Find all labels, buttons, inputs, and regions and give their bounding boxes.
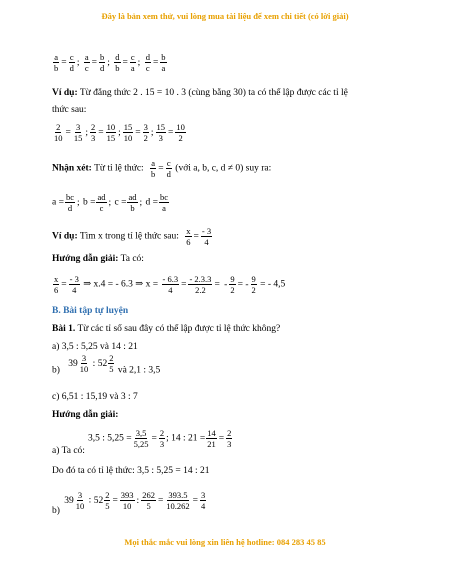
guide2-a-label: a) Ta có: — [52, 446, 85, 456]
remark-results: a = $\frac{bc}{d}$ ; b = $\frac{ad}{c}$ ; c = $\frac{ad}{b}$ ; d = $\frac{bc}{a}$ — [52, 192, 169, 213]
example-label: Ví dụ: — [52, 88, 78, 98]
fraction: $\frac{b}{d}$ — [100, 52, 105, 73]
guide2-b-expression: b) 39 $\frac{3}{10}$ : 52 $\frac{2}{5}$ = $\frac{393}{10}$ : $\frac{262}{5}$ = $\frac{393.5}{10.262}$ = $\frac{3}{4}$ — [52, 490, 206, 516]
fraction: $\frac{c}{a}$ — [130, 52, 135, 73]
fraction: $\frac{a}{b}$ — [54, 52, 59, 73]
section-b-heading: B. Bài tập tự luyện — [52, 306, 129, 316]
remark-line: Nhận xét: Từ tỉ lệ thức: $\frac{a}{b}$ = $\frac{c}{d}$ (với a, b, c, d ≠ 0) suy ra: — [52, 158, 272, 179]
footer-banner: Mọi thắc mắc vui lòng xin liên hệ hotline: 084 283 45 85 — [124, 537, 326, 547]
guide2-heading: Hướng dẫn giải: — [52, 410, 119, 420]
example1-line2: thức sau: — [52, 105, 87, 115]
proportion-properties: $\frac{a}{b}$ = $\frac{c}{d}$ ; $\frac{a}{c}$ = $\frac{b}{d}$ ; $\frac{d}{b}$ = $\frac{c}{a}$ ; $\frac{d}{c}$ = $\frac{b}{a}$ — [54, 52, 166, 73]
fraction: $\frac{c}{d}$ — [69, 52, 74, 73]
fraction: $\frac{d}{b}$ — [115, 52, 120, 73]
example-label: Ví dụ: — [52, 231, 78, 242]
bai1-item-c: c) 6,51 : 15,19 và 3 : 7 — [52, 392, 138, 402]
guide1-solution: $\frac{x}{6}$ = $\frac{- 3}{4}$ ⇒ x.4 = - 6.3 ⇒ x = $\frac{- 6.3}{4}$ = $\frac{- 2.3.3}{2.2}$ = - $\frac{9}{2}$ = - $\frac{9}{2}$ = - 4,5 — [54, 274, 286, 295]
bai1-item-b: b) 39 $\frac{3}{10}$ : 52 $\frac{2}{5}$ và 2,1 : 3,5 — [52, 353, 161, 376]
fraction: $\frac{b}{a}$ — [161, 52, 166, 73]
guide1-heading: Hướng dẫn giải: Ta có: — [52, 254, 144, 264]
example1-fractions: $\frac{2}{10}$ = $\frac{3}{15}$ ; $\frac{2}{3}$ = $\frac{10}{15}$ ; $\frac{15}{10}$ = $\frac{3}{2}$ ; $\frac{15}{3}$ = $\frac{10}{2}$ — [54, 122, 185, 143]
guide2-conclusion: Do đó ta có tỉ lệ thức: 3,5 : 5,25 = 14 : 21 — [52, 466, 210, 476]
example1-line1: Ví dụ: Từ đẳng thức 2 . 15 = 10 . 3 (cùng bằng 30) ta có thể lập được các tỉ lệ — [52, 88, 348, 98]
fraction: $\frac{a}{c}$ — [84, 52, 89, 73]
fraction: $\frac{d}{c}$ — [145, 52, 150, 73]
remark-label: Nhận xét: — [52, 163, 92, 174]
guide2-a-expression: 3,5 : 5,25 = $\frac{3,5}{5,25}$ = $\frac{2}{3}$ ; 14 : 21 = $\frac{14}{21}$ = $\frac{2}{3}$ — [88, 428, 232, 449]
bai1-item-a: a) 3,5 : 5,25 và 14 : 21 — [52, 342, 138, 352]
bai1-prompt: Bài 1. Từ các tỉ số sau đây có thể lập được tỉ lệ thức không? — [52, 324, 281, 334]
example2-line: Ví dụ: Tìm x trong tỉ lệ thức sau: $\frac{x}{6}$ = $\frac{- 3}{4}$ — [52, 226, 212, 247]
header-banner: Đây là bản xem thử, vui lòng mua tài liệu để xem chi tiết (có lời giải) — [101, 11, 349, 21]
